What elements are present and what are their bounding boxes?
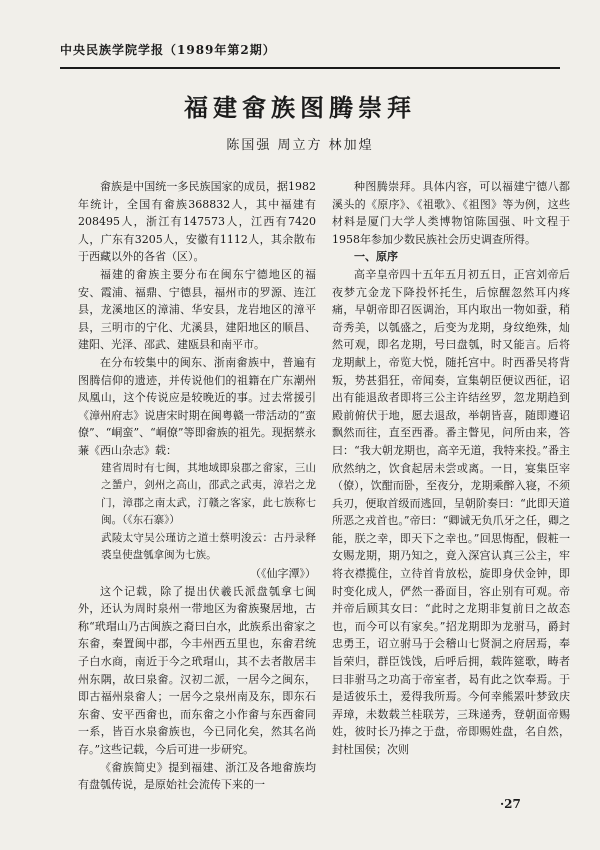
paragraph: 种图腾崇拜。具体内容，可以福建宁德八都溪头的《原序》、《祖歌》、《祖图》等为例，这些材料是厦门大学人类博物馆陈国强、叶文程于1958年参加少数民族社会历史调查所得。 — [332, 180, 570, 246]
paragraph: 高辛皇帝四十五年五月初五日，正宫刘帝后夜梦亢金龙下降投怀托生，后惊醒忽然耳内疼痛，早朝帝即召医调治，耳内取出一物如蚕，稍奇秀美，以瓠盛之，后变为龙期，身纹绝殊，灿然可观，即名龙期，号曰盘瓠，时又能言。后将龙期献上，帝览大悦，随托宫中。时西番吴将背叛，势甚猖狂，帝闻奏，宣集朝臣便议西征，诏出有能退敌者即将三公主许结丝罗，忽龙期趋到殿前俯伏于地，愿去退敌，举朝皆喜，随即遵诏飘然而往，直至西番。番主瞥见，问所由来，答曰：“我大朝龙期也，高辛无道，我特来投。”番主欣然纳之，饮食起居未尝或离。一日，宴集臣宰（僚），饮酣而卧，至夜分，龙期乘醉入寝，不须兵刃，便取首级而逃回，呈朝阶奏曰：“此即天道所恶之戎首也。”帝曰：“卿诚无负爪牙之任，卿之能，朕之幸，即天下之幸也。”回思悔配，假粧一女赐龙期，期乃知之，竟入深宫认真三公主，牢将衣襟揽住，立待首肯放松，旋即身伏金钟，即时变化成人，俨然一番面目，容止别有可观。帝并帝后顾其女曰：“此时之龙期非复前日之故态也，而今可以有家矣。”招龙期即为龙驸马，爵封忠勇王，诏立驸马于会稽山七贤洞之府居焉，奉旨荣归，群臣饯饯，后呼后拥，载阵筵歌，畴者曰非驸马之功高于帝室者，曷有此之饮奉焉。于是适彼乐土，爰得我所焉。今何幸熊罴叶梦致庆弄璋，未数载兰桂联芳，三珠递秀，登朝面帝赐姓，彼时长乃捧之于盘，帝即赐姓盘，名自然，封杜国侯；次则 — [332, 267, 570, 756]
paragraph: 在分布较集中的闽东、浙南畲族中，普遍有图腾信仰的遗迹，并传说他们的祖籍在广东潮州凤凰山，这个传说应是较晚近的事。过去常援引《漳州府志》说唐宋时期在闽粤赣一带活动的“蛮僚”、“峒蛮”、“峒僚”等即畲族的祖先。现据蔡永蒹《西山杂志》载： — [78, 355, 316, 457]
header-rule — [60, 67, 560, 69]
article-title: 福建畲族图腾崇拜 — [184, 93, 416, 122]
block-quote: 武陵太守吴公瑾访之道士蔡明浚云：古丹录释裘皇使盘瓠拿闽为七族。 — [101, 531, 316, 562]
paragraph: 畲族是中国统一多民族国家的成员，据1982年统计，全国有畲族368832人，其中福建有208495人，浙江有147573人，江西有7420人，广东有3205人，安徽有1112人，其余散布于西藏以外的各省（区）。 — [78, 180, 316, 264]
quote-source: （《仙字潭》） — [250, 567, 316, 581]
right-column — [332, 178, 570, 759]
block-quote: 建省周时有七闽，其地域即泉郡之畲家，三山之蜑户，剑州之高山，邵武之武夷，漳岩之龙门，漳郡之南太武，汀赣之客家，此七族称七闽。（《东石寨》） — [101, 461, 316, 527]
paragraph: 福建的畲族主要分布在闽东宁德地区的福安、霞浦、福鼎、宁德县，福州市的罗源、连江县，龙溪地区的漳浦、华安县，龙岩地区的漳平县，三明市的宁化、尤溪县，建阳地区的顺昌、建阳、光泽、邵武、建瓯县和南平市。 — [78, 267, 316, 352]
paragraph: 《畲族简史》提到福建、浙江及各地畲族均有盘瓠传说，是原始社会流传下来的一 — [78, 760, 316, 792]
paragraph: 这个记载，除了提出伏羲氏派盘瓠拿七闽外，还认为周时泉州一带地区为畲族聚居地，古称“玳瑁山乃古闽族之裔曰白水，此族系出畲家之东畲，秦置闽中郡，今丰州西五里也，东畲君统子白水商，南近于今之玳瑁山，其不去者散居丰州东隅，故曰泉畲。汉初二派，一居今之闽东，即古福州泉畲人；一居今之泉州南及东，即东石东畲、安平西畲也，而东畲之小作畲与东西畲同一系，皆百水泉畲族也，今已同化矣，然其名尚存。”这些记载，今后可进一步研究。 — [78, 584, 316, 756]
article-authors: 陈国强 周立方 林加煌 — [226, 138, 374, 153]
left-column — [78, 178, 316, 794]
journal-header: 中央民族学院学报（1989年第2期） — [60, 43, 276, 57]
section-heading: 一、原序 — [354, 250, 398, 264]
page-number: ·27 — [500, 797, 521, 811]
